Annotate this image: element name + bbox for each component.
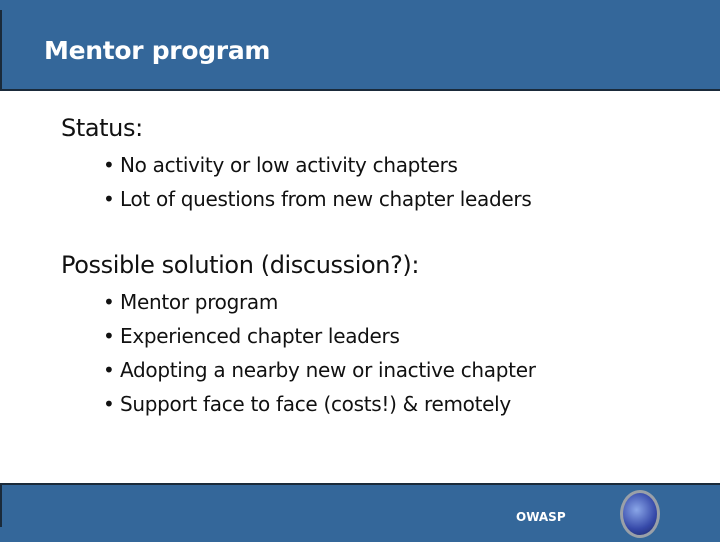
slide-header	[0, 0, 720, 91]
owasp-logo-icon	[620, 490, 660, 538]
list-item	[103, 358, 536, 382]
section-heading-status: Status:	[61, 114, 143, 142]
bullet-icon: •	[103, 392, 115, 416]
list-item	[103, 324, 400, 348]
list-item-text: Support face to face (costs!) & remotely	[120, 392, 511, 416]
list-item-text: Experienced chapter leaders	[120, 324, 400, 348]
list-item-text: Adopting a nearby new or inactive chapter	[120, 358, 536, 382]
slide-title: Mentor program	[44, 36, 271, 65]
bullet-icon: •	[103, 290, 115, 314]
list-item-text: Mentor program	[120, 290, 279, 314]
list-item	[103, 153, 458, 177]
slide-footer	[0, 483, 720, 542]
bullet-icon: •	[103, 358, 115, 382]
bullet-icon: •	[103, 153, 115, 177]
header-border	[0, 10, 2, 89]
list-item	[103, 187, 531, 211]
bullet-icon: •	[103, 187, 115, 211]
list-item	[103, 290, 278, 314]
section-heading-solution: Possible solution (discussion?):	[61, 251, 420, 279]
footer-brand: OWASP	[516, 510, 566, 524]
bullet-icon: •	[103, 324, 115, 348]
list-item-text: Lot of questions from new chapter leaders	[120, 187, 532, 211]
footer-border	[0, 485, 2, 527]
list-item	[103, 392, 511, 416]
list-item-text: No activity or low activity chapters	[120, 153, 458, 177]
